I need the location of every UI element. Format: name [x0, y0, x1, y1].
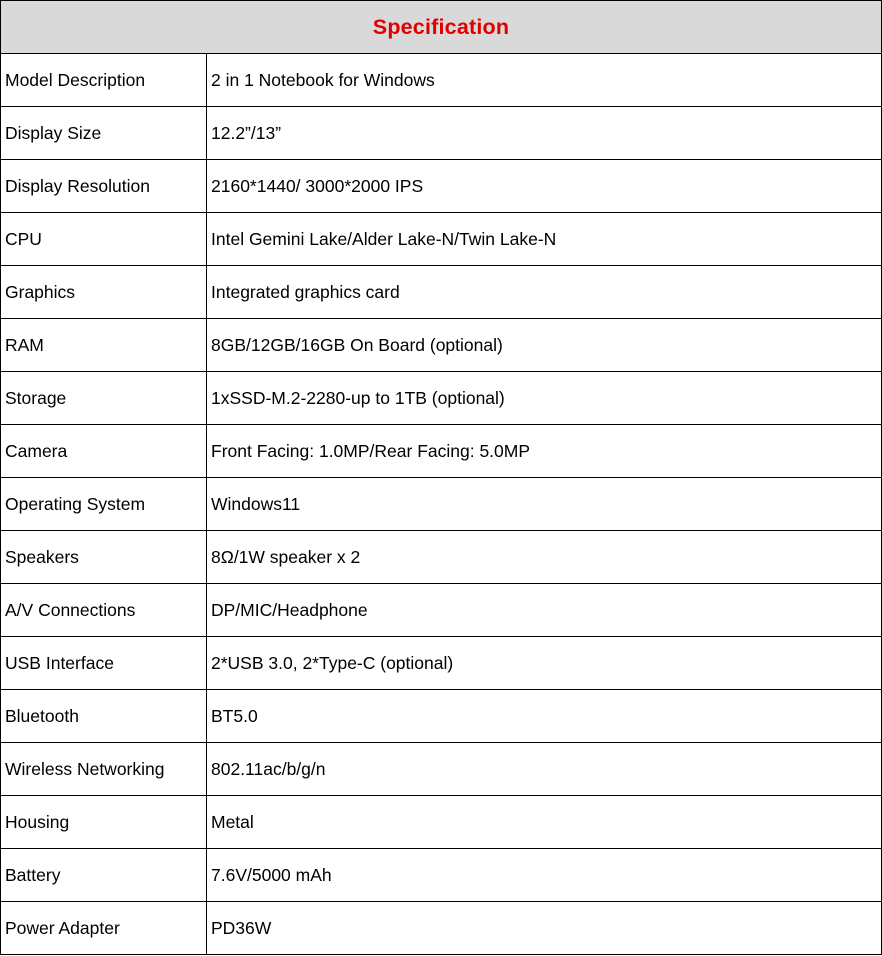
table-row [1, 743, 882, 796]
spec-value: Windows11 [207, 478, 882, 531]
table-row [1, 213, 882, 266]
spec-rows [1, 54, 882, 955]
table-row [1, 54, 882, 107]
spec-value: DP/MIC/Headphone [207, 584, 882, 637]
spec-value: 12.2”/13” [207, 107, 882, 160]
spec-label: A/V Connections [1, 584, 207, 637]
table-row [1, 372, 882, 425]
spec-value: 8GB/12GB/16GB On Board (optional) [207, 319, 882, 372]
spec-label: Graphics [1, 266, 207, 319]
spec-value: BT5.0 [207, 690, 882, 743]
spec-value: Front Facing: 1.0MP/Rear Facing: 5.0MP [207, 425, 882, 478]
spec-label: Housing [1, 796, 207, 849]
spec-label: Model Description [1, 54, 207, 107]
spec-value: 2160*1440/ 3000*2000 IPS [207, 160, 882, 213]
table-row [1, 849, 882, 902]
spec-label: Wireless Networking [1, 743, 207, 796]
spec-value: Integrated graphics card [207, 266, 882, 319]
table-row [1, 584, 882, 637]
spec-label: Bluetooth [1, 690, 207, 743]
spec-label: CPU [1, 213, 207, 266]
spec-label: Storage [1, 372, 207, 425]
spec-label: Display Resolution [1, 160, 207, 213]
spec-label: Operating System [1, 478, 207, 531]
spec-value: 2*USB 3.0, 2*Type-C (optional) [207, 637, 882, 690]
spec-label: Camera [1, 425, 207, 478]
table-row [1, 796, 882, 849]
spec-value: 802.11ac/b/g/n [207, 743, 882, 796]
table-row [1, 690, 882, 743]
table-title: Specification [1, 1, 882, 54]
table-row [1, 902, 882, 955]
spec-value: Intel Gemini Lake/Alder Lake-N/Twin Lake-N [207, 213, 882, 266]
spec-label: USB Interface [1, 637, 207, 690]
spec-label: Battery [1, 849, 207, 902]
table-row [1, 637, 882, 690]
spec-label: Display Size [1, 107, 207, 160]
spec-value: 2 in 1 Notebook for Windows [207, 54, 882, 107]
table-row [1, 319, 882, 372]
spec-label: Speakers [1, 531, 207, 584]
spec-label: RAM [1, 319, 207, 372]
spec-value: 8Ω/1W speaker x 2 [207, 531, 882, 584]
spec-label: Power Adapter [1, 902, 207, 955]
table-row [1, 425, 882, 478]
spec-value: PD36W [207, 902, 882, 955]
table-row [1, 531, 882, 584]
table-row [1, 160, 882, 213]
table-row [1, 107, 882, 160]
spec-value: Metal [207, 796, 882, 849]
spec-value: 1xSSD-M.2-2280-up to 1TB (optional) [207, 372, 882, 425]
spec-value: 7.6V/5000 mAh [207, 849, 882, 902]
table-row [1, 266, 882, 319]
table-row [1, 478, 882, 531]
